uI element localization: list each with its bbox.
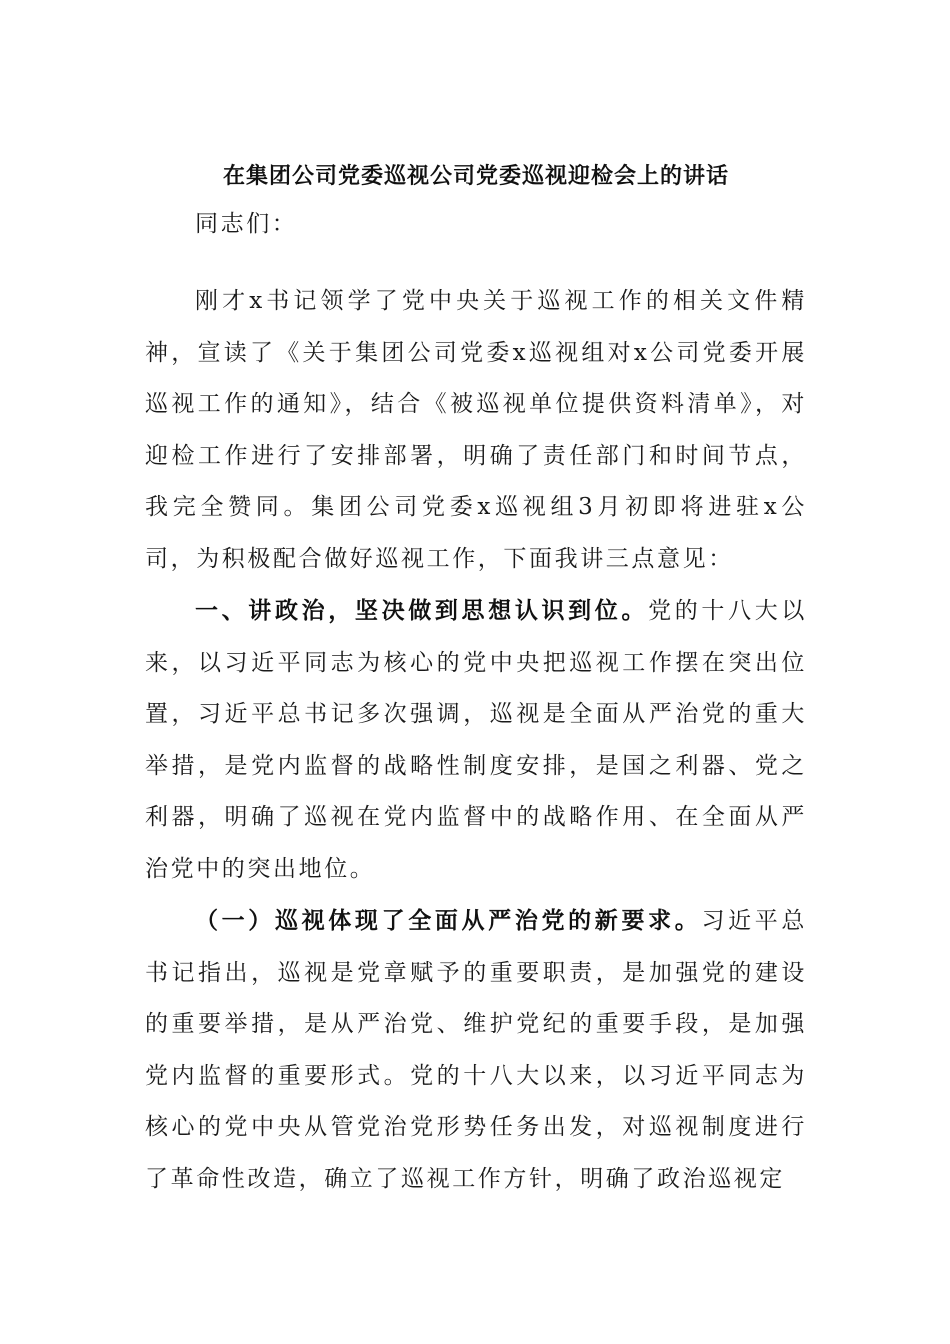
salutation: 同志们： <box>195 211 298 237</box>
section-heading: 一、讲政治，坚决做到思想认识到位。 <box>195 597 649 624</box>
subsection-heading: （一）巡视体现了全面从严治党的新要求。 <box>195 907 702 934</box>
document-title: 在集团公司党委巡视公司党委巡视迎检会上的讲话 <box>222 163 729 189</box>
paragraph-intro <box>145 275 807 585</box>
paragraph-text: 刚才x书记领学了党中央关于巡视工作的相关文件精神，宣读了《关于集团公司党委x巡视组对x公司党委开展巡视工作的通知》，结合《被巡视单位提供资料清单》，对迎检工作进行了安排部署，明确了责任部门和时间节点，我完全赞同。集团公司党委x巡视组3月初即将进驻x公司，为积极配合做好巡视工作，下面我讲三点意见： <box>145 288 807 572</box>
paragraph-section-one <box>145 585 807 895</box>
paragraph-text: 习近平总书记指出，巡视是党章赋予的重要职责，是加强党的建设的重要举措，是从严治党、维护党纪的重要手段，是加强党内监督的重要形式。党的十八大以来，以习近平同志为核心的党中央从管党治党形势任务出发，对巡视制度进行了革命性改造，确立了巡视工作方针，明确了政治巡视定 <box>145 908 807 1192</box>
paragraph-subsection-one <box>145 895 807 1205</box>
paragraph-text: 党的十八大以来，以习近平同志为核心的党中央把巡视工作摆在突出位置，习近平总书记多次强调，巡视是全面从严治党的重大举措，是党内监督的战略性制度安排，是国之利器、党之利器，明确了巡视在党内监督中的战略作用、在全面从严治党中的突出地位。 <box>145 598 807 882</box>
